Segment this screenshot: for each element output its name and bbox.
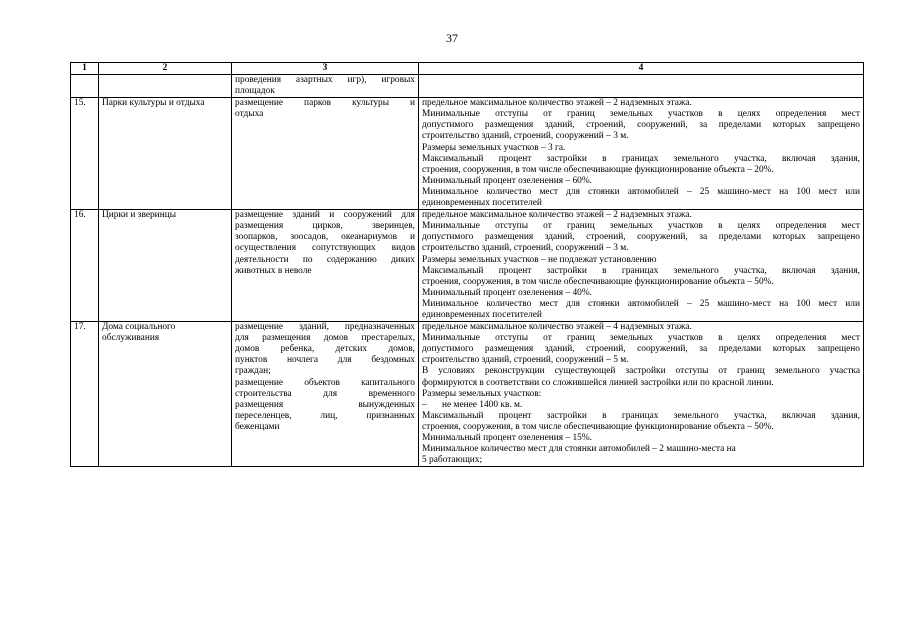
param-line: Максимальный процент застройки в границах земельного участка, включая здания,	[422, 265, 860, 276]
param-line: Размеры земельных участков – не подлежат установлению	[422, 254, 657, 265]
text-line: переселенцев, лиц, признанных	[235, 410, 415, 421]
param-line: единовременных посетителей	[422, 309, 542, 320]
text-line: размещение зданий и сооружений для	[235, 210, 415, 221]
param-line: предельное максимальное количество этажей – 4 надземных этажа.	[422, 322, 692, 333]
param-line: Минимальные отступы от границ земельных участков в целях определения мест	[422, 221, 860, 232]
text-line: площадок	[235, 86, 275, 97]
text-line: беженцами	[235, 421, 280, 432]
param-line: Размеры земельных участков:	[422, 388, 542, 399]
text-line: домов ребенка, детских домов,	[235, 344, 415, 355]
param-line: допустимого размещения зданий, строений, сооружений, за пределами которых запрещено	[422, 344, 860, 355]
text-line: размещение объектов капитального	[235, 377, 415, 388]
page-number: 37	[446, 31, 458, 45]
cell-name: Цирки и зверинцы	[99, 210, 232, 322]
param-line: строения, сооружения, в том числе обеспечивающие функционирование объекта – 50%.	[422, 276, 774, 287]
cell-use	[232, 98, 419, 210]
cell-name	[99, 75, 232, 98]
table-row-continuation	[71, 75, 864, 98]
cell-name: Парки культуры и отдыха	[99, 98, 232, 210]
param-line: Размеры земельных участков – 3 га.	[422, 142, 566, 153]
param-line: предельное максимальное количество этажей – 2 надземных этажа.	[422, 98, 692, 109]
param-line: Максимальный процент застройки в границах земельного участка, включая здания,	[422, 153, 860, 164]
cell-num: 16.	[71, 210, 99, 322]
text-line: проведения азартных игр), игровых	[235, 75, 415, 85]
table-row	[71, 210, 864, 322]
cell-params	[419, 75, 864, 98]
text-line: деятельности по содержанию диких	[235, 254, 415, 265]
text-line: граждан;	[235, 366, 271, 377]
param-line: Минимальное количество мест для стоянки автомобилей – 25 машино-мест на 100 мест или	[422, 186, 860, 197]
param-line: допустимого размещения зданий, строений, сооружений, за пределами которых запрещено	[422, 232, 860, 243]
text-line: отдыха	[235, 109, 264, 120]
text-line: пунктов ночлега для бездомных	[235, 355, 415, 366]
text-line: размещения цирков, зверинцев,	[235, 221, 415, 232]
param-line: предельное максимальное количество этажей – 2 надземных этажа.	[422, 210, 692, 221]
text-line: осуществления сопутствующих видов	[235, 243, 415, 254]
list-item-text: не менее 1400 кв. м.	[442, 399, 523, 410]
text-line: для размещения домов престарелых,	[235, 333, 415, 344]
header-col-1: 1	[71, 63, 99, 75]
text-line: размещение зданий, предназначенных	[235, 322, 415, 333]
text-line: животных в неволе	[235, 265, 312, 276]
cell-use	[232, 75, 419, 98]
text-line: зоопарков, зоосадов, океанариумов и	[235, 232, 415, 243]
cell-num	[71, 75, 99, 98]
param-line: строительство зданий, строений, сооружений – 3 м.	[422, 243, 629, 254]
cell-params	[419, 210, 864, 322]
table-header-row	[71, 63, 864, 75]
cell-use	[232, 210, 419, 322]
param-line: строительство зданий, строений, сооружений – 3 м.	[422, 131, 629, 142]
param-line: формируются в соответствии со сложившейся линией застройки или по красной линии.	[422, 377, 774, 388]
cell-use	[232, 322, 419, 467]
param-line: 5 работающих;	[422, 455, 483, 466]
param-line: строения, сооружения, в том числе обеспечивающие функционирование объекта – 20%.	[422, 164, 774, 175]
text-line: размещения вынужденных	[235, 399, 415, 410]
param-line: В условиях реконструкции существующей застройки отступы от границ земельного участка	[422, 366, 860, 377]
param-line: Минимальный процент озеленения – 15%.	[422, 433, 592, 443]
param-line: Максимальный процент застройки в границах земельного участка, включая здания,	[422, 410, 860, 421]
header-col-3: 3	[232, 63, 419, 75]
param-line: строительство зданий, строений, сооружений – 5 м.	[422, 355, 629, 366]
text-line: обслуживания	[102, 333, 160, 344]
text-line: размещение парков культуры и	[235, 98, 415, 109]
dash-bullet: –	[422, 399, 427, 410]
param-line: Минимальное количество мест для стоянки автомобилей – 25 машино-мест на 100 мест или	[422, 298, 860, 309]
param-line: Минимальные отступы от границ земельных участков в целях определения мест	[422, 109, 860, 120]
param-line: единовременных посетителей	[422, 198, 542, 209]
param-line: Минимальное количество мест для стоянки автомобилей – 2 машино-места на	[422, 444, 736, 455]
text-line: Дома социального	[102, 322, 176, 333]
header-col-4: 4	[419, 63, 864, 75]
regulations-table	[70, 62, 864, 467]
text-line: строительства для временного	[235, 388, 415, 399]
table-row	[71, 98, 864, 210]
cell-params	[419, 98, 864, 210]
param-line: Минимальный процент озеленения – 40%.	[422, 287, 592, 298]
cell-params	[419, 322, 864, 467]
param-line: Минимальный процент озеленения – 60%.	[422, 175, 592, 186]
param-line: Минимальные отступы от границ земельных участков в целях определения мест	[422, 333, 860, 344]
table-row	[71, 322, 864, 467]
param-line: допустимого размещения зданий, строений, сооружений, за пределами которых запрещено	[422, 120, 860, 131]
cell-num: 17.	[71, 322, 99, 467]
cell-num: 15.	[71, 98, 99, 210]
param-line: строения, сооружения, в том числе обеспечивающие функционирование объекта – 50%.	[422, 421, 774, 432]
list-item	[422, 400, 860, 411]
cell-name	[99, 322, 232, 467]
header-col-2: 2	[99, 63, 232, 75]
